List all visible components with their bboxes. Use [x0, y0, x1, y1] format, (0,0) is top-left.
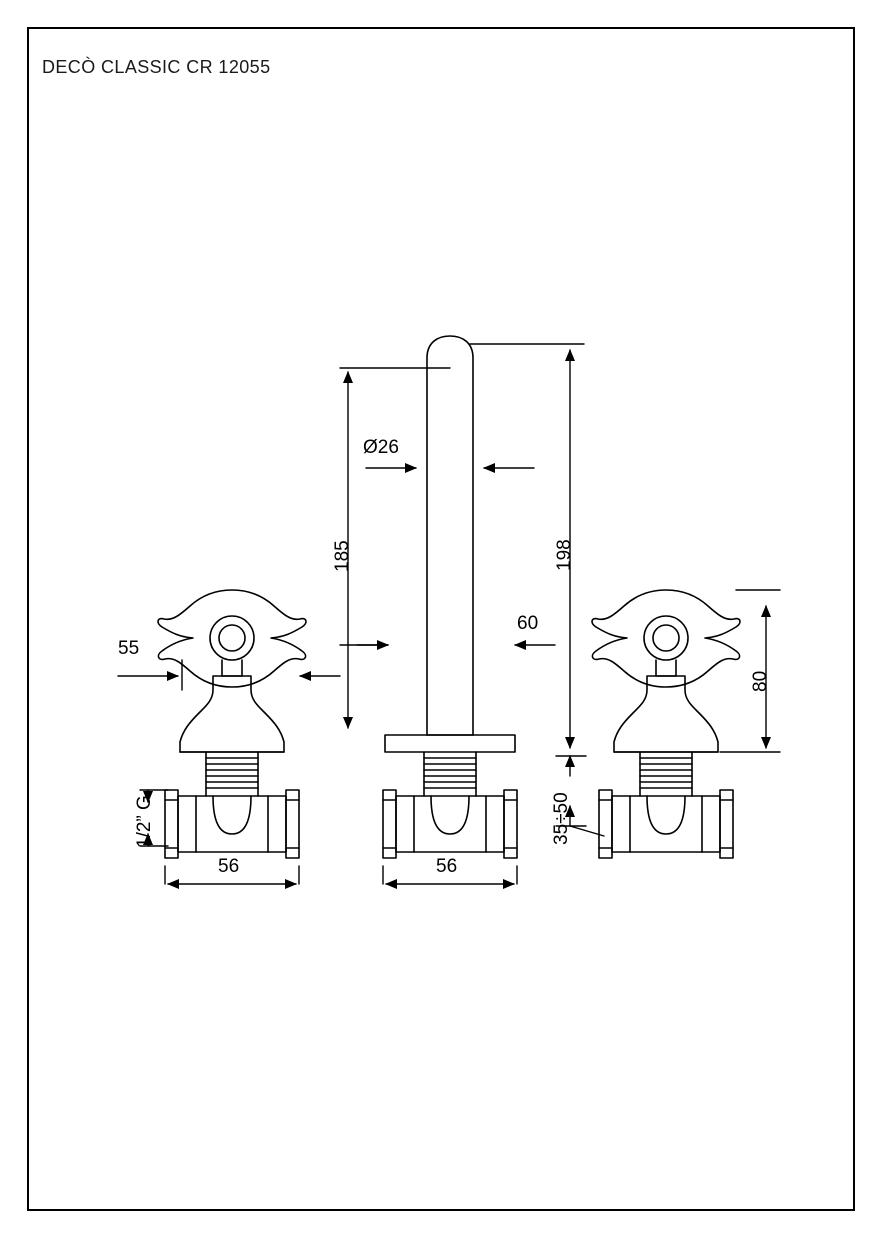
- dimension-35-50: 35÷50: [551, 792, 572, 845]
- right-tap-view: [592, 590, 740, 858]
- dimension-diameter-26: Ø26: [363, 437, 399, 458]
- dimension-185: 185: [332, 540, 353, 572]
- center-spout-view: [383, 336, 517, 858]
- dimension-60: 60: [517, 613, 539, 634]
- dimension-lines: [118, 344, 780, 884]
- dimension-56-left: 56: [218, 856, 240, 877]
- dimension-198: 198: [554, 539, 575, 571]
- dimension-56-center: 56: [436, 856, 458, 877]
- page-title: DECÒ CLASSIC CR 12055: [42, 57, 271, 77]
- left-tap-view: [158, 590, 306, 858]
- dimension-80: 80: [750, 670, 771, 692]
- dimension-55: 55: [118, 638, 140, 659]
- dimension-half-inch-g: 1/2” G: [134, 795, 155, 848]
